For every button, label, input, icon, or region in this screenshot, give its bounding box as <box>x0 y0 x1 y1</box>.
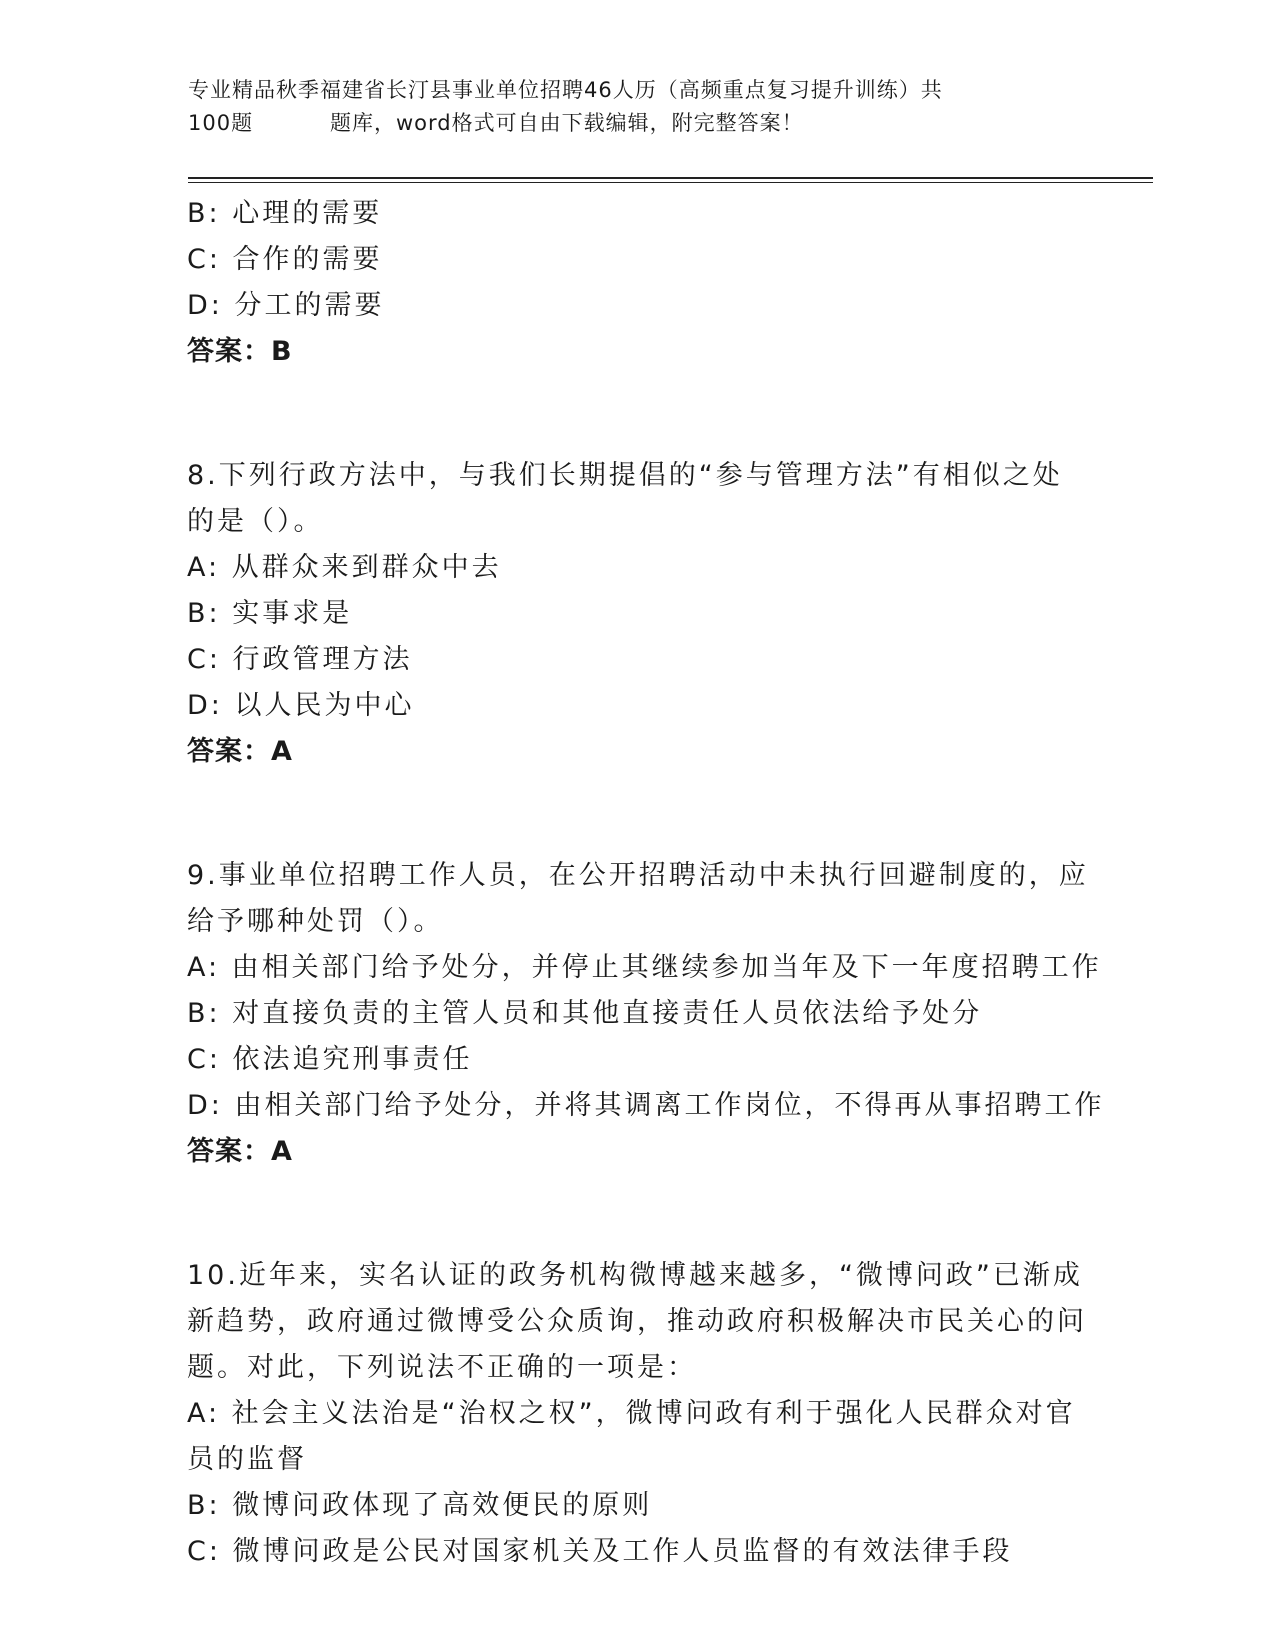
option-c: C: 行政管理方法 <box>187 644 413 675</box>
option-b: B: 心理的需要 <box>187 198 383 229</box>
answer-line: 答案：A <box>187 736 293 767</box>
question-10-block <box>187 1253 1187 1575</box>
question-text-line: 8.下列行政方法中，与我们长期提倡的“参与管理方法”有相似之处 <box>187 460 1063 491</box>
question-text-line: 10.近年来，实名认证的政务机构微博越来越多，“微博问政”已渐成 <box>187 1260 1083 1291</box>
option-c: C: 合作的需要 <box>187 244 383 275</box>
question-text-line: 9.事业单位招聘工作人员，在公开招聘活动中未执行回避制度的，应 <box>187 860 1089 891</box>
question-9-block <box>187 853 1187 1175</box>
header-title-line2 <box>188 107 1088 140</box>
header-title-line1: 专业精品秋季福建省长汀县事业单位招聘46人历（高频重点复习提升训练）共 <box>188 78 943 102</box>
option-a-continued: 员的监督 <box>187 1444 307 1475</box>
answer-line: 答案：A <box>187 1136 293 1167</box>
header-description: 题库，word格式可自由下载编辑，附完整答案！ <box>330 111 804 135</box>
question-text-line: 的是（）。 <box>187 506 324 537</box>
option-c: C: 依法追究刑事责任 <box>187 1044 473 1075</box>
option-d: D: 以人民为中心 <box>187 690 415 721</box>
document-header <box>188 74 1088 140</box>
question-list <box>187 191 1187 1575</box>
option-a: A: 社会主义法治是“治权之权”，微博问政有利于强化人民群众对官 <box>187 1398 1076 1429</box>
option-a: A: 从群众来到群众中去 <box>187 552 502 583</box>
header-question-count: 100题 <box>188 111 254 135</box>
header-rule-thick <box>188 177 1153 179</box>
option-a: A: 由相关部门给予处分，并停止其继续参加当年及下一年度招聘工作 <box>187 952 1102 983</box>
prev-question-block <box>187 191 1187 375</box>
option-b: B: 微博问政体现了高效便民的原则 <box>187 1490 653 1521</box>
answer-line: 答案：B <box>187 336 293 367</box>
header-rule-thin <box>188 182 1153 183</box>
option-d: D: 分工的需要 <box>187 290 385 321</box>
option-d: D: 由相关部门给予处分，并将其调离工作岗位，不得再从事招聘工作 <box>187 1090 1105 1121</box>
option-c: C: 微博问政是公民对国家机关及工作人员监督的有效法律手段 <box>187 1536 1013 1567</box>
question-text-line: 新趋势，政府通过微博受公众质询，推动政府积极解决市民关心的问 <box>187 1306 1087 1337</box>
question-text-line: 题。对此，下列说法不正确的一项是： <box>187 1352 697 1383</box>
question-text-line: 给予哪种处罚（）。 <box>187 906 444 937</box>
option-b: B: 对直接负责的主管人员和其他直接责任人员依法给予处分 <box>187 998 983 1029</box>
question-8-block <box>187 453 1187 775</box>
option-b: B: 实事求是 <box>187 598 353 629</box>
